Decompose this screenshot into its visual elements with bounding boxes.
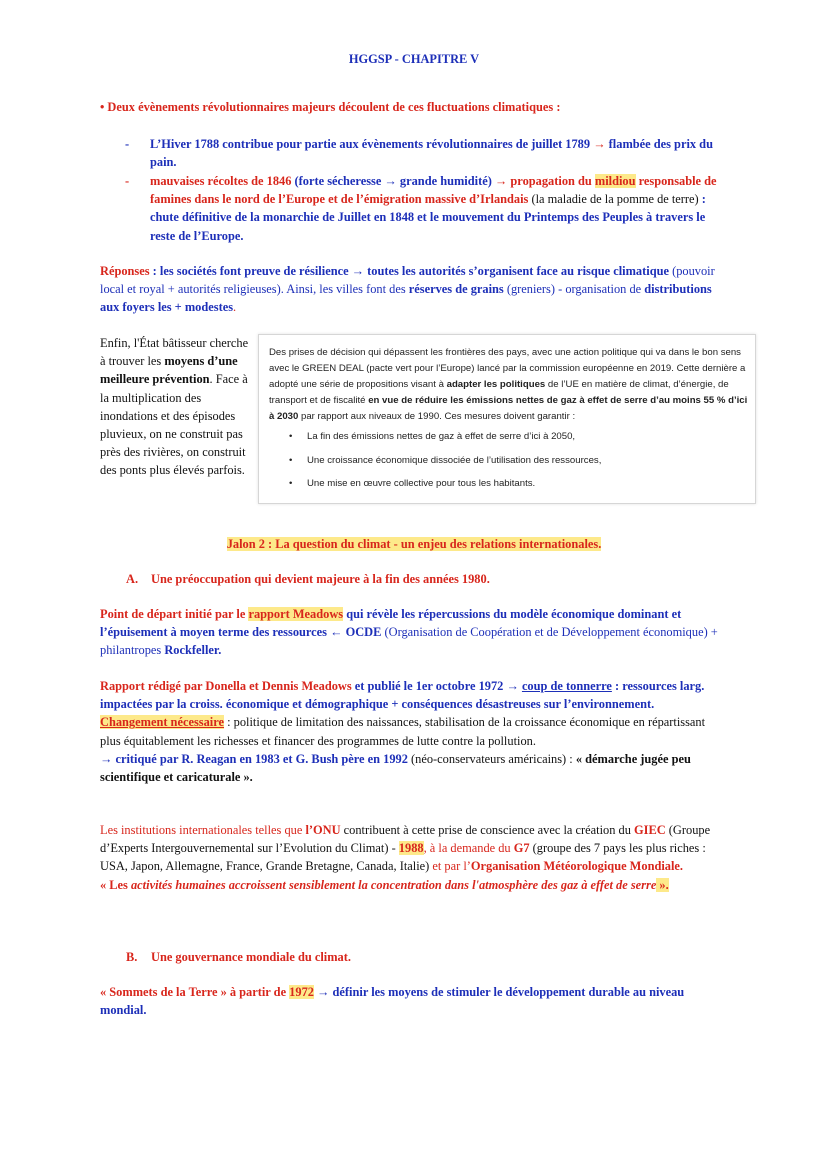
prevention-text-b: moyens d’une meilleure prévention (100, 354, 238, 387)
onu-text-c: contribuent à cette prise de conscience avec la création du (340, 823, 635, 837)
responses-text-f: . (233, 300, 237, 315)
onu-paragraph (100, 821, 726, 894)
excerpt-list-item: • La fin des émissions nettes de gaz à effet de serre d’ici à 2050, (307, 429, 751, 445)
section-a-letter: A. (126, 572, 139, 586)
intro-line: • Deux évènements révolutionnaires majeurs découlent de ces fluctuations climatiques : (100, 100, 561, 114)
sommets-text-a: « Sommets de la Terre » à partir de (100, 985, 290, 999)
green-deal-excerpt (258, 334, 756, 504)
page-title: HGGSP - CHAPITRE V (348, 52, 480, 66)
bullet-2 (150, 172, 720, 245)
excerpt-list-item: • Une mise en œuvre collective pour tous les habitants. (307, 476, 751, 492)
excerpt-text-b: adapter les politiques (446, 379, 546, 390)
section-b-title: Une gouvernance mondiale du climat. (151, 950, 351, 964)
onu-text-e: (Groupe d’Experts Intergouvernemental sur l’Evolution du Climat) - (100, 823, 711, 856)
rapport-text-a: Rapport rédigé par Donella et Dennis Meadows (100, 679, 352, 693)
onu-quote-c: ». (656, 877, 669, 892)
prevention-text-c: . Face à la multiplication des inondations et des épisodes pluvieux, on ne construit pas près des rivières, on construit des ponts plus élevés parfois. (100, 372, 248, 478)
onu-text-g: G7 (513, 841, 530, 856)
bullet-1-text-b: flambée des prix du pain. (150, 137, 713, 170)
rapport-text-d: : ressources larg. impactées par la croiss. économique et démographique + conséquences désastreuses sur l’environnement. (100, 679, 705, 712)
bullet-2-text-d: responsable de famines dans le nord de l’Europe et de l’émigration massive d’Irlandais (150, 174, 717, 207)
section-b-letter: B. (126, 950, 138, 964)
onu-text-b: l’ONU (305, 823, 341, 837)
onu-text-i: et par l’ (429, 859, 471, 874)
onu-text-a: Les institutions internationales telles que (100, 823, 306, 837)
onu-text-f: , à la demande du (423, 841, 514, 856)
bullet-dash-1: - (125, 137, 130, 151)
section-a-heading (126, 570, 490, 588)
responses-text-b: (pouvoir local et royal + autorités religieuses). Ainsi, les villes font des (100, 264, 715, 297)
excerpt-text-c: de l’UE en matière de climat, d’énergie, de transport et de fiscalité (269, 379, 729, 406)
onu-text-h: (groupe des 7 pays les plus riches : USA, Japon, Allemagne, France, Grande Bretagne, Canada, Italie) (100, 841, 706, 874)
responses-paragraph (100, 262, 726, 317)
sommets-text-b: → définir les moyens de stimuler le développement durable au niveau mondial. (100, 985, 685, 1018)
change-text: : politique de limitation des naissances, stabilisation de la croissance économique en répartissant plus équitablement les richesses et financer des programmes de lutte contre la pollution. (100, 715, 706, 748)
prevention-text-a: Enfin, l'État bâtisseur cherche à trouver les (100, 336, 249, 369)
bullet-2-text-c: → propagation du (491, 174, 595, 188)
bullet-2-text-a: mauvaises récoltes de 1846 (150, 174, 295, 188)
responses-text-a: : les sociétés font preuve de résilience → toutes les autorités s’organisent face au risque climatique (149, 264, 669, 278)
sommets-highlight: 1972 (289, 985, 314, 999)
onu-highlight: 1988 (398, 841, 424, 856)
meadows-text-d: Rockfeller. (164, 643, 222, 658)
critique-text-a: → critiqué par R. Reagan en 1983 et G. Bush père en 1992 (100, 751, 408, 766)
meadows-paragraph (100, 605, 726, 660)
jalon-text: Jalon 2 : La question du climat - un enjeu des relations internationales. (226, 537, 602, 551)
excerpt-text-a: Des prises de décision qui dépassent les frontières des pays, avec une action politique qui va dans le bon sens avec le GREEN DEAL (pacte vert pour l’Europe) lancé par la commission européenne en 2019. Cette dernière a adopté une série de propositions visant à (269, 347, 746, 390)
onu-quote-b: activités humaines accroissent sensiblement la concentration dans l'atmosphère des gaz à effet de serre (130, 877, 657, 892)
bullet-dash-2: - (125, 174, 130, 188)
excerpt-text-d: en vue de réduire les émissions nettes de gaz à effet de serre d’au moins 55 % d’ici à 2030 (269, 395, 748, 422)
bullet-1 (150, 135, 720, 171)
meadows-text-c: (Organisation de Coopération et de Développement économique) + philantropes (100, 625, 718, 658)
bullet-1-text-a: L’Hiver 1788 contribue pour partie aux évènements révolutionnaires de juillet 1789 (150, 137, 594, 151)
bullet-2-highlight: mildiou (594, 174, 636, 188)
critique-text-c: « démarche jugée peu scientifique et caricaturale ». (100, 751, 691, 785)
sommets-paragraph (100, 983, 726, 1019)
responses-text-d: (greniers) - organisation de (503, 282, 645, 297)
bullet-2-text-b: (forte sécheresse → grande humidité) (294, 174, 492, 188)
excerpt-list (269, 429, 751, 492)
rapport-text-b: et publié le 1er octobre 1972 → (351, 679, 522, 693)
onu-text-d: GIEC (634, 823, 666, 837)
bullet-2-text-e: (la maladie de la pomme de terre) (528, 192, 702, 207)
jalon-heading (0, 535, 828, 553)
meadows-text-a: Point de départ initié par le (100, 607, 249, 621)
rapport-paragraph (100, 677, 726, 786)
change-label: Changement nécessaire (100, 715, 225, 730)
onu-quote-a: « Les (100, 877, 131, 892)
section-a-title: Une préoccupation qui devient majeure à la fin des années 1980. (151, 572, 490, 586)
critique-text-b: (néo-conservateurs américains) : (407, 751, 576, 766)
bullet-1-arrow: → (593, 137, 606, 151)
section-b-heading (126, 948, 351, 966)
responses-text-c: réserves de grains (408, 282, 504, 297)
meadows-text-b: qui révèle les répercussions du modèle économique dominant et l’épuisement à moyen terme des ressources ← OCDE (100, 607, 682, 640)
bullet-2-text-f: : chute définitive de la monarchie de Juillet en 1848 et le mouvement du Printemps des Peuples à travers le reste de l’Europe. (150, 192, 706, 243)
prevention-paragraph (100, 334, 250, 480)
excerpt-text-e: par rapport aux niveaux de 1990. Ces mesures doivent garantir : (298, 411, 576, 422)
meadows-highlight: rapport Meadows (248, 607, 344, 621)
responses-text-e: distributions aux foyers les + modestes (100, 282, 712, 315)
excerpt-list-item: • Une croissance économique dissociée de l’utilisation des ressources, (307, 453, 751, 469)
rapport-text-c: coup de tonnerre (521, 679, 612, 693)
responses-label: Réponses (100, 264, 150, 278)
onu-text-j: Organisation Météorologique Mondiale. (470, 859, 684, 874)
